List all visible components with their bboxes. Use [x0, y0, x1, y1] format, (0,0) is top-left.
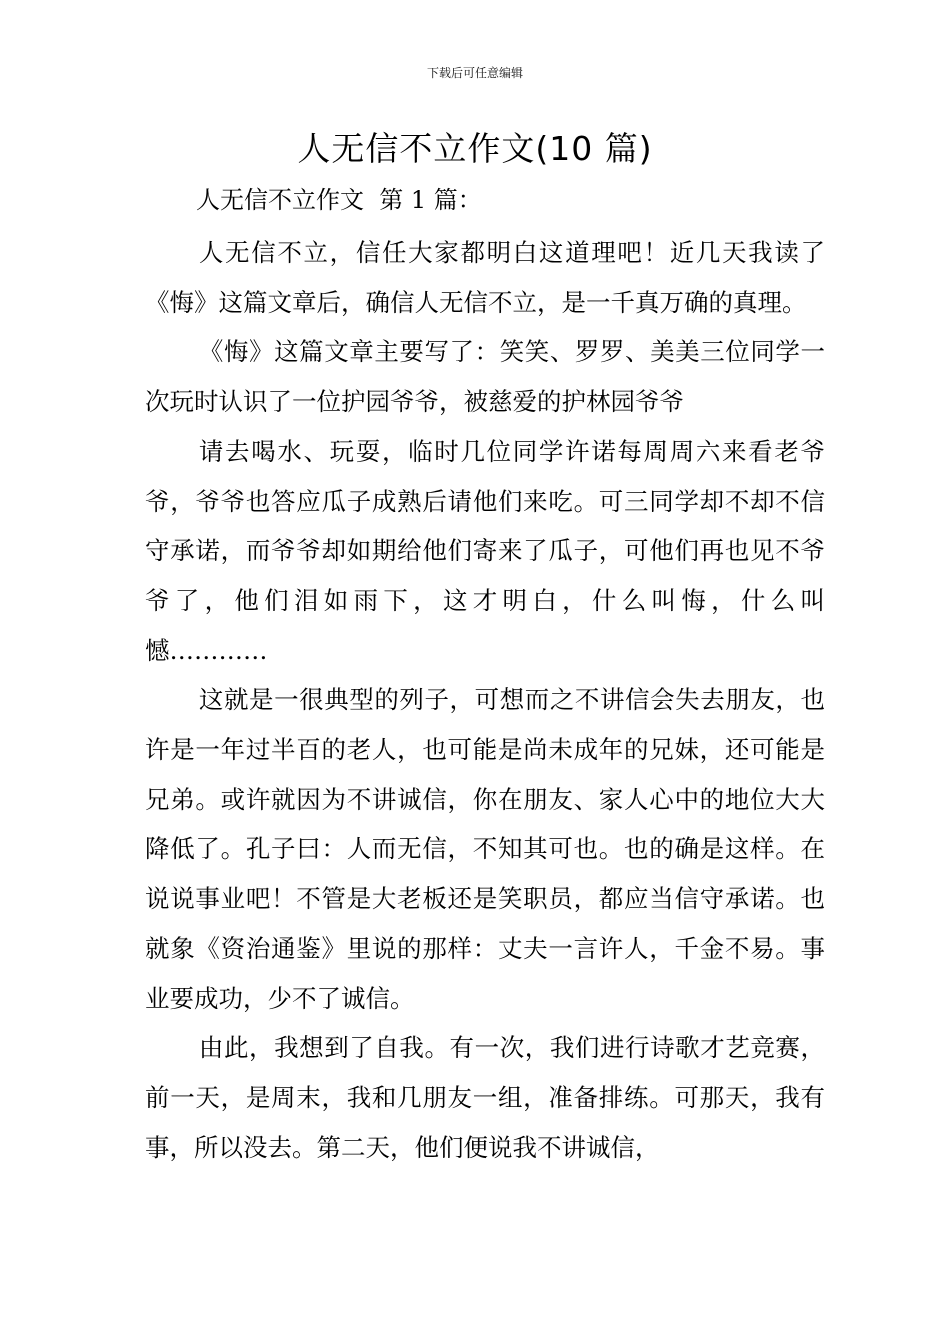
section-heading: 人无信不立作文 第 1 篇： — [196, 186, 482, 214]
document-body — [145, 228, 825, 1172]
paragraph-3: 请去喝水、玩耍，临时几位同学许诺每周周六来看老爷爷，爷爷也答应瓜子成熟后请他们来吃。可三同学却不却不信守承诺，而爷爷却如期给他们寄来了瓜子，可他们再也见不爷爷了，他们泪如雨下，这才明白，什么叫悔，什么叫憾………… — [145, 436, 825, 665]
page-header-note: 下载后可任意编辑 — [426, 66, 523, 80]
paragraph-2: 《悔》这篇文章主要写了：笑笑、罗罗、美美三位同学一次玩时认识了一位护园爷爷，被慈爱的护林园爷爷 — [145, 337, 825, 417]
paragraph-1: 人无信不立，信任大家都明白这道理吧！近几天我读了《悔》这篇文章后，确信人无信不立，是一千真万确的真理。 — [145, 238, 825, 317]
paragraph-5: 由此，我想到了自我。有一次，我们进行诗歌才艺竞赛，前一天，是周末，我和几朋友一组，准备排练。可那天，我有事，所以没去。第二天，他们便说我不讲诚信， — [145, 1033, 825, 1162]
document-title: 人无信不立作文(10 篇) — [297, 129, 653, 168]
paragraph-4: 这就是一很典型的列子，可想而之不讲信会失去朋友，也许是一年过半百的老人，也可能是尚未成年的兄妹，还可能是兄弟。或许就因为不讲诚信，你在朋友、家人心中的地位大大降低了。孔子曰：人而无信，不知其可也。也的确是这样。在说说事业吧！不管是大老板还是笑职员，都应当信守承诺。也就象《资治通鉴》里说的那样：丈夫一言许人，千金不易。事业要成功，少不了诚信。 — [145, 685, 825, 1013]
